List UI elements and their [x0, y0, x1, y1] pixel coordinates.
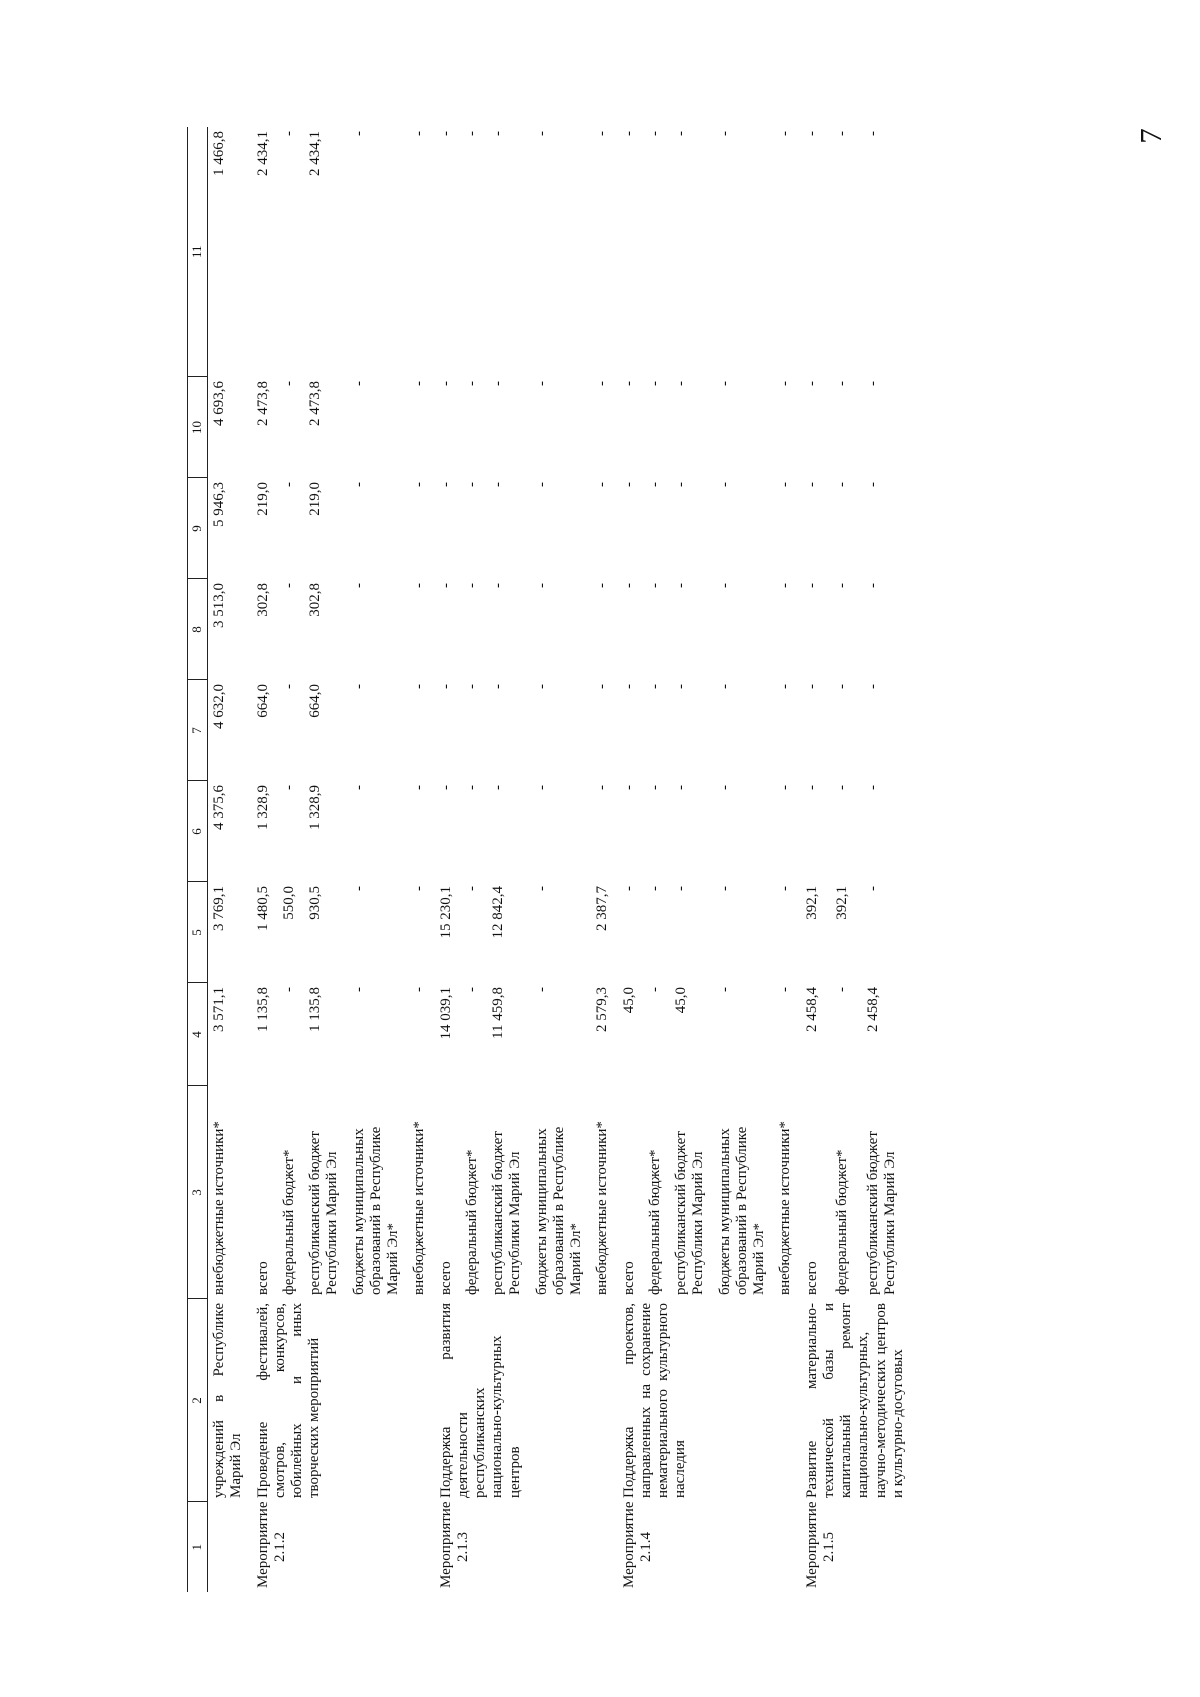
amount-cell-col-9: - [280, 482, 297, 487]
amount-cell-col-6: - [865, 785, 881, 790]
amount-cell-col-10: - [646, 381, 663, 386]
activity-name: Развитие материально-технической базы и капитальный ремонт национально-культурных, научно-методических центров и культурно-досуговых [803, 1303, 906, 1498]
amount-cell-col-10: - [280, 381, 297, 386]
funding-source: республиканский бюджет Республики Марий Эл [673, 1131, 707, 1295]
activity-name: учреждений в Республике Марий Эл [211, 1303, 245, 1498]
amount-cell-col-11: - [411, 131, 428, 136]
amount-cell-col-8: - [777, 583, 794, 588]
amount-cell-col-8: - [594, 583, 611, 588]
amount-cell-col-11: - [533, 131, 550, 136]
amount-cell-col-10: - [865, 381, 881, 386]
amount-cell-col-10: 4 693,6 [211, 381, 227, 426]
amount-cell-col-6: 4 375,6 [211, 785, 227, 830]
amount-cell-col-6: - [350, 785, 367, 790]
amount-cell-col-8: - [803, 583, 820, 588]
amount-cell-col-4: 3 571,1 [211, 987, 227, 1032]
activity-name: Поддержка проектов, направленных на сохранение нематериального культурного наследия [620, 1303, 689, 1498]
amount-cell-col-10: - [490, 381, 506, 386]
amount-cell-col-5: 392,1 [834, 886, 851, 920]
table-row [435, 127, 461, 1592]
funding-source: федеральный бюджет* [280, 1149, 297, 1295]
activity-code: Мероприятие 2.1.2 [254, 1501, 288, 1588]
funding-source: федеральный бюджет* [463, 1149, 480, 1295]
amount-cell-col-7: - [673, 684, 689, 689]
amount-cell-col-11: - [490, 131, 506, 136]
column-header-10: 10 [188, 377, 208, 478]
amount-cell-col-11: - [280, 131, 297, 136]
amount-cell-col-6: - [280, 785, 297, 790]
funding-source: всего [254, 1261, 271, 1295]
amount-cell-col-6: - [620, 785, 637, 790]
column-header-3: 3 [188, 1086, 208, 1299]
amount-cell-col-4: 1 135,8 [254, 987, 271, 1032]
amount-cell-col-4: - [646, 987, 663, 992]
amount-cell-col-10: - [350, 381, 367, 386]
funding-source: внебюджетные источники* [777, 1121, 794, 1295]
amount-cell-col-5: 3 769,1 [211, 886, 227, 931]
amount-cell-col-7: - [716, 684, 733, 689]
amount-cell-col-9: - [350, 482, 367, 487]
amount-cell-col-5: - [411, 886, 428, 891]
amount-cell-col-4: 1 135,8 [307, 987, 323, 1032]
amount-cell-col-7: - [620, 684, 637, 689]
rotated-page-content [187, 127, 1187, 1592]
amount-cell-col-8: 302,8 [254, 583, 271, 617]
amount-cell-col-5: - [777, 886, 794, 891]
amount-cell-col-4: 2 458,4 [865, 987, 881, 1032]
amount-cell-col-11: - [803, 131, 820, 136]
amount-cell-col-9: - [533, 482, 550, 487]
column-header-7: 7 [188, 680, 208, 781]
amount-cell-col-11: - [646, 131, 663, 136]
amount-cell-col-8: 3 513,0 [211, 583, 227, 628]
amount-cell-col-11: - [865, 131, 881, 136]
amount-cell-col-5: 1 480,5 [254, 886, 271, 931]
funding-source: республиканский бюджет Республики Марий Эл [865, 1131, 899, 1295]
amount-cell-col-11: - [594, 131, 611, 136]
activity-name: Поддержка развития деятельности республиканских национально-культурных центров [437, 1303, 523, 1498]
amount-cell-col-7: - [646, 684, 663, 689]
amount-cell-col-4: - [411, 987, 428, 992]
amount-cell-col-8: - [533, 583, 550, 588]
amount-cell-col-5: - [463, 886, 480, 891]
amount-cell-col-10: - [673, 381, 689, 386]
amount-cell-col-6: - [437, 785, 454, 790]
amount-cell-col-6: 1 328,9 [307, 785, 323, 830]
funding-source: внебюджетные источники* [211, 1121, 227, 1295]
page-number: 7 [1132, 128, 1168, 144]
amount-cell-col-10: - [437, 381, 454, 386]
amount-cell-col-10: - [620, 381, 637, 386]
amount-cell-col-9: - [716, 482, 733, 487]
amount-cell-col-10: - [716, 381, 733, 386]
amount-cell-col-5: 15 230,1 [437, 886, 454, 939]
amount-cell-col-6: - [490, 785, 506, 790]
amount-cell-col-7: - [490, 684, 506, 689]
amount-cell-col-8: - [490, 583, 506, 588]
funding-source: бюджеты муниципальных образований в Республике Марий Эл* [533, 1126, 584, 1295]
amount-cell-col-4: - [350, 987, 367, 992]
amount-cell-col-7: 4 632,0 [211, 684, 227, 729]
amount-cell-col-6: - [716, 785, 733, 790]
column-header-9: 9 [188, 478, 208, 579]
amount-cell-col-7: - [411, 684, 428, 689]
amount-cell-col-9: - [777, 482, 794, 487]
amount-cell-col-11: - [350, 131, 367, 136]
funding-source: всего [437, 1261, 454, 1295]
amount-cell-col-11: 2 434,1 [307, 131, 323, 176]
amount-cell-col-9: - [834, 482, 851, 487]
amount-cell-col-6: - [411, 785, 428, 790]
header-row [188, 127, 208, 1592]
amount-cell-col-9: 219,0 [254, 482, 271, 516]
amount-cell-col-8: - [280, 583, 297, 588]
amount-cell-col-5: 2 387,7 [594, 886, 611, 931]
amount-cell-col-8: - [834, 583, 851, 588]
funding-source: бюджеты муниципальных образований в Республике Марий Эл* [716, 1126, 767, 1295]
amount-cell-col-10: - [777, 381, 794, 386]
funding-source: республиканский бюджет Республики Марий Эл [490, 1131, 524, 1295]
activity-code: Мероприятие 2.1.3 [437, 1501, 471, 1588]
amount-cell-col-5: 550,0 [280, 886, 297, 920]
amount-cell-col-4: 2 579,3 [594, 987, 611, 1032]
funding-source: республиканский бюджет Республики Марий Эл [307, 1131, 341, 1295]
amount-cell-col-7: - [834, 684, 851, 689]
amount-cell-col-9: - [865, 482, 881, 487]
amount-cell-col-7: - [280, 684, 297, 689]
amount-cell-col-6: - [834, 785, 851, 790]
amount-cell-col-4: 11 459,8 [490, 987, 506, 1039]
amount-cell-col-9: - [646, 482, 663, 487]
amount-cell-col-10: 2 473,8 [307, 381, 323, 426]
amount-cell-col-8: - [463, 583, 480, 588]
amount-cell-col-6: 1 328,9 [254, 785, 271, 830]
amount-cell-col-6: - [646, 785, 663, 790]
amount-cell-col-11: - [673, 131, 689, 136]
amount-cell-col-8: - [411, 583, 428, 588]
amount-cell-col-10: - [594, 381, 611, 386]
amount-cell-col-11: - [834, 131, 851, 136]
amount-cell-col-9: - [803, 482, 820, 487]
amount-cell-col-6: - [803, 785, 820, 790]
amount-cell-col-10: - [533, 381, 550, 386]
amount-cell-col-5: - [533, 886, 550, 891]
column-header-2: 2 [188, 1299, 208, 1502]
amount-cell-col-7: - [803, 684, 820, 689]
amount-cell-col-8: - [865, 583, 881, 588]
amount-cell-col-4: - [777, 987, 794, 992]
activity-code: Мероприятие 2.1.5 [803, 1501, 837, 1588]
funding-source: федеральный бюджет* [834, 1149, 851, 1295]
amount-cell-col-4: 14 039,1 [437, 987, 454, 1040]
amount-cell-col-4: 45,0 [620, 987, 637, 1014]
amount-cell-col-10: 2 473,8 [254, 381, 271, 426]
amount-cell-col-5: - [716, 886, 733, 891]
amount-cell-col-11: - [463, 131, 480, 136]
funding-source: всего [803, 1261, 820, 1295]
table-row [801, 127, 832, 1592]
amount-cell-col-5: 392,1 [803, 886, 820, 920]
amount-cell-col-7: - [463, 684, 480, 689]
column-header-4: 4 [188, 983, 208, 1086]
amount-cell-col-8: - [716, 583, 733, 588]
amount-cell-col-5: 12 842,4 [490, 886, 506, 939]
table-row [618, 127, 644, 1592]
amount-cell-col-4: - [716, 987, 733, 992]
amount-cell-col-5: - [646, 886, 663, 891]
amount-cell-col-7: - [777, 684, 794, 689]
amount-cell-col-9: - [594, 482, 611, 487]
amount-cell-col-5: - [865, 886, 881, 891]
amount-cell-col-6: - [777, 785, 794, 790]
column-header-5: 5 [188, 882, 208, 983]
funding-source: бюджеты муниципальных образований в Республике Марий Эл* [350, 1126, 401, 1295]
amount-cell-col-7: 664,0 [307, 684, 323, 718]
amount-cell-col-5: - [620, 886, 637, 891]
amount-cell-col-4: - [834, 987, 851, 992]
amount-cell-col-11: - [716, 131, 733, 136]
amount-cell-col-4: 2 458,4 [803, 987, 820, 1032]
table-row [252, 127, 278, 1592]
activity-code [208, 1502, 252, 1592]
amount-cell-col-9: - [490, 482, 506, 487]
amount-cell-col-6: - [594, 785, 611, 790]
amount-cell-col-10: - [834, 381, 851, 386]
amount-cell-col-8: - [646, 583, 663, 588]
amount-cell-col-5: 930,5 [307, 886, 323, 920]
amount-cell-col-9: - [673, 482, 689, 487]
amount-cell-col-6: - [673, 785, 689, 790]
amount-cell-col-7: - [533, 684, 550, 689]
activity-name: Проведение фестивалей, смотров, конкурсов, юбилейных и иных творческих мероприятий [254, 1303, 323, 1498]
amount-cell-col-4: - [280, 987, 297, 992]
column-header-8: 8 [188, 579, 208, 680]
amount-cell-col-9: 5 946,3 [211, 482, 227, 527]
funding-source: внебюджетные источники* [411, 1121, 428, 1295]
amount-cell-col-9: - [620, 482, 637, 487]
amount-cell-col-5: - [673, 886, 689, 891]
funding-source: федеральный бюджет* [646, 1149, 663, 1295]
table-body [188, 127, 914, 1592]
amount-cell-col-11: - [777, 131, 794, 136]
amount-cell-col-9: 219,0 [307, 482, 323, 516]
column-header-11: 11 [188, 127, 208, 377]
amount-cell-col-9: - [437, 482, 454, 487]
amount-cell-col-10: - [463, 381, 480, 386]
amount-cell-col-6: - [533, 785, 550, 790]
amount-cell-col-9: - [463, 482, 480, 487]
amount-cell-col-8: 302,8 [307, 583, 323, 617]
amount-cell-col-10: - [803, 381, 820, 386]
budget-table [187, 127, 913, 1592]
activity-code: Мероприятие 2.1.4 [620, 1501, 654, 1588]
amount-cell-col-7: - [350, 684, 367, 689]
amount-cell-col-11: 1 466,8 [211, 131, 227, 176]
column-header-6: 6 [188, 781, 208, 882]
amount-cell-col-11: - [620, 131, 637, 136]
amount-cell-col-8: - [673, 583, 689, 588]
funding-source: внебюджетные источники* [594, 1121, 611, 1295]
amount-cell-col-8: - [620, 583, 637, 588]
amount-cell-col-4: - [463, 987, 480, 992]
amount-cell-col-5: - [350, 886, 367, 891]
table-row [208, 127, 252, 1592]
amount-cell-col-11: - [437, 131, 454, 136]
amount-cell-col-7: - [865, 684, 881, 689]
column-header-1: 1 [188, 1502, 208, 1592]
amount-cell-col-6: - [463, 785, 480, 790]
funding-source: всего [620, 1261, 637, 1295]
amount-cell-col-4: 45,0 [673, 987, 689, 1014]
amount-cell-col-11: 2 434,1 [254, 131, 271, 176]
amount-cell-col-4: - [533, 987, 550, 992]
amount-cell-col-7: - [437, 684, 454, 689]
amount-cell-col-9: - [411, 482, 428, 487]
amount-cell-col-7: 664,0 [254, 684, 271, 718]
amount-cell-col-8: - [437, 583, 454, 588]
amount-cell-col-10: - [411, 381, 428, 386]
amount-cell-col-7: - [594, 684, 611, 689]
amount-cell-col-8: - [350, 583, 367, 588]
